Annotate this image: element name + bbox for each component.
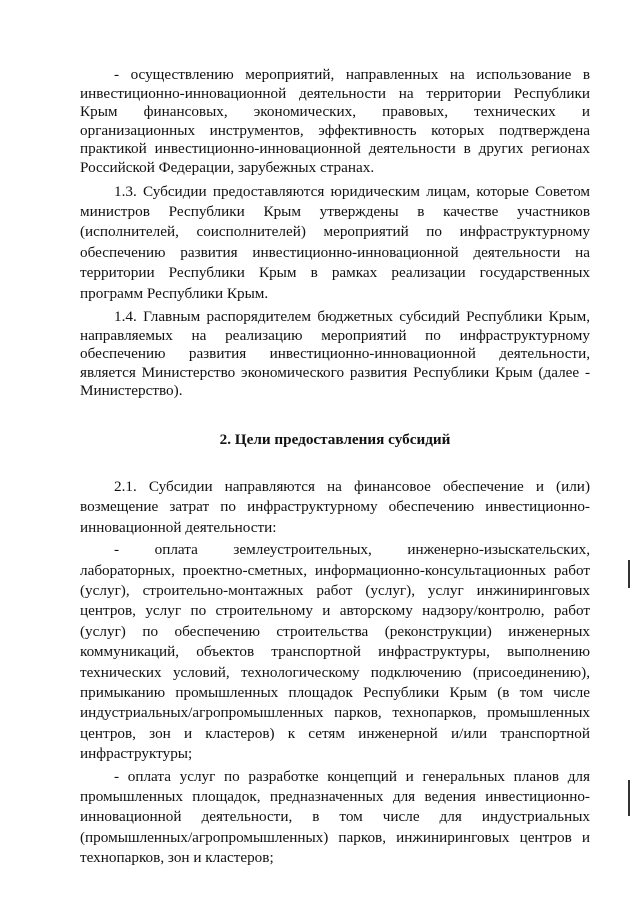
paragraph-1-4: 1.4. Главным распорядителем бюджетных субсидий Республики Крым, направляемых на реализацию мероприятий по инфраструктурному обеспечению развития инвестиционно-инновационной деятельности, является Министерство экономического развития Республики Крым (далее - Министерство).: [80, 308, 590, 400]
scan-margin-mark: [628, 560, 630, 588]
paragraph-2-1: 2.1. Субсидии направляются на финансовое обеспечение и (или) возмещение затрат по инфраструктурному обеспечению инвестиционно-инновационной деятельности:: [80, 477, 590, 536]
list-item-payment-concepts: - оплата услуг по разработке концепций и генеральных планов для промышленных площадок, предназначенных для ведения инвестиционно-инновационной деятельности, в том числе для индустриальных (промышленных/агропромышленных) парков, инжиниринговых центров и технопарков, зон и кластеров;: [80, 767, 590, 867]
document-page: [80, 66, 590, 869]
scan-margin-mark: [628, 780, 630, 816]
paragraph-financial-instruments: - осуществлению мероприятий, направленных на использование в инвестиционно-инновационной деятельности на территории Республики Крым финансовых, экономических, правовых, технических и организационных инструментов, эффективность которых подтверждена практикой инвестиционно-инновационной деятельности в других регионах Российской Федерации, зарубежных странах.: [80, 66, 590, 176]
paragraph-1-3: 1.3. Субсидии предоставляются юридическим лицам, которые Советом министров Республики Крым утверждены в качестве участников (исполнителей, соисполнителей) мероприятий по инфраструктурному обеспечению развития инвестиционно-инновационной деятельности на территории Республики Крым в рамках реализации государственных программ Республики Крым.: [80, 182, 590, 302]
section-2-heading: 2. Цели предоставления субсидий: [219, 430, 451, 448]
list-item-payment-works: - оплата землеустроительных, инженерно-изыскательских, лабораторных, проектно-сметных, информационно-консультационных работ (услуг), строительно-монтажных работ (услуг), услуг инжиниринговых центров, услуг по строительному и авторскому надзору/контролю, работ (услуг) по обеспечению строительства (реконструкции) инженерных коммуникаций, объектов транспортной инфраструктуры, выполнению технических условий, технологическому подключению (присоединению), примыканию промышленных площадок Республики Крым (в том числе индустриальных/агропромышленных парков, технопарков, промышленных центров, зон и кластеров) к сетям инженерной и/или транспортной инфраструктуры;: [80, 541, 590, 763]
